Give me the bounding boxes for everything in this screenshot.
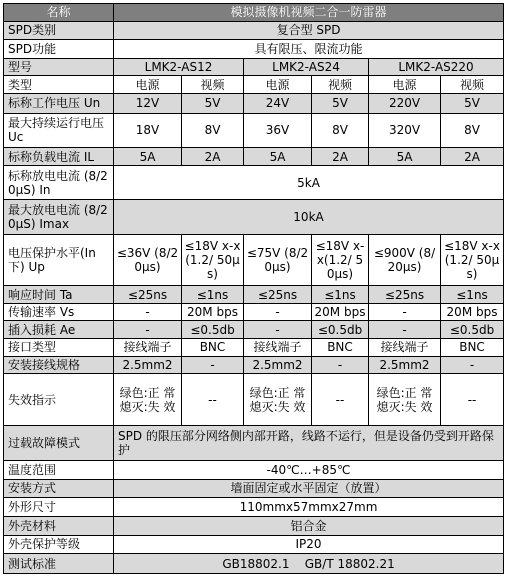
connector-cell: BNC — [312, 339, 369, 357]
rated-voltage-cell: 5V — [441, 93, 504, 113]
model-as12: LMK2-AS12 — [114, 58, 244, 76]
category-cell: 电源 — [369, 76, 441, 94]
ip-rating-label: 外壳保护等级 — [4, 535, 114, 554]
rated-voltage-cell: 12V — [114, 93, 182, 113]
row-failure-indicator — [4, 374, 504, 426]
insertion-loss-cell: - — [369, 321, 441, 339]
row-protection-level — [4, 234, 504, 286]
spd-type-value: 复合型 SPD — [114, 21, 504, 40]
connector-cell: 接线端子 — [369, 339, 441, 357]
row-temperature — [4, 461, 504, 480]
failure-indicator-cell: -- — [441, 374, 504, 426]
rated-current-cell: 5A — [244, 147, 312, 166]
installation-value: 墙面固定或水平固定（放置） — [114, 479, 504, 498]
response-time-cell: ≤1ns — [312, 286, 369, 304]
row-standard — [4, 554, 504, 574]
transmission-rate-cell: 20M bps — [182, 303, 244, 321]
max-voltage-cell: 320V — [369, 113, 441, 147]
failure-indicator-label: 失效指示 — [4, 374, 114, 426]
standard-label: 测试标准 — [4, 554, 114, 574]
rated-current-cell: 2A — [441, 147, 504, 166]
response-time-cell: ≤1ns — [182, 286, 244, 304]
insertion-loss-cell: ≤0.5db — [182, 321, 244, 339]
max-voltage-cell: 8V — [182, 113, 244, 147]
insertion-loss-cell: - — [244, 321, 312, 339]
category-cell: 视频 — [312, 76, 369, 94]
wiring-cell: - — [441, 356, 504, 374]
spec-table — [3, 3, 504, 574]
row-max-voltage — [4, 113, 504, 147]
max-voltage-cell: 36V — [244, 113, 312, 147]
transmission-rate-cell: - — [244, 303, 312, 321]
wiring-cell: 2.5mm2 — [114, 356, 182, 374]
max-voltage-label: 最大持续运行电压 Uc — [4, 113, 114, 147]
category-cell: 电源 — [114, 76, 182, 94]
rated-voltage-cell: 220V — [369, 93, 441, 113]
transmission-rate-label: 传输速率 Vs — [4, 303, 114, 321]
rated-current-label: 标称负载电流 IL — [4, 147, 114, 166]
overload-mode-value: SPD 的限压部分网络侧内部开路，线路不运行，但是设备仍受到开路保护 — [114, 425, 504, 460]
protection-level-cell: ≤18V x-x(1.2/ 50μs) — [312, 234, 369, 286]
rated-voltage-cell: 24V — [244, 93, 312, 113]
protection-level-cell: ≤18V x-x(1.2/ 50μs) — [441, 234, 504, 286]
product-name: 模拟摄像机视频二合一防雷器 — [114, 4, 504, 22]
ip-rating-value: IP20 — [114, 535, 504, 554]
row-nominal-discharge — [4, 166, 504, 200]
row-overload-mode — [4, 425, 504, 460]
housing-label: 外壳材料 — [4, 516, 114, 535]
row-spd-type — [4, 21, 504, 40]
row-transmission-rate — [4, 303, 504, 321]
row-name — [4, 4, 504, 22]
standard-value: GB18802.1 GB/T 18802.21 — [114, 554, 504, 574]
housing-value: 铝合金 — [114, 516, 504, 535]
category-cell: 视频 — [182, 76, 244, 94]
transmission-rate-cell: - — [114, 303, 182, 321]
transmission-rate-cell: 20M bps — [312, 303, 369, 321]
response-time-cell: ≤25ns — [244, 286, 312, 304]
temperature-label: 温度范围 — [4, 461, 114, 480]
wiring-cell: - — [312, 356, 369, 374]
row-ip-rating — [4, 535, 504, 554]
wiring-cell: 2.5mm2 — [244, 356, 312, 374]
category-cell: 视频 — [441, 76, 504, 94]
rated-current-cell: 2A — [182, 147, 244, 166]
spd-function-label: SPD功能 — [4, 40, 114, 59]
max-voltage-cell: 8V — [312, 113, 369, 147]
wiring-cell: 2.5mm2 — [369, 356, 441, 374]
model-as220: LMK2-AS220 — [369, 58, 504, 76]
nominal-discharge-label: 标称放电电流 (8/20μS) In — [4, 166, 114, 200]
response-time-label: 响应时间 Ta — [4, 286, 114, 304]
failure-indicator-cell: 绿色:正 常 熄灭:失 效 — [369, 374, 441, 426]
row-rated-voltage — [4, 93, 504, 113]
protection-level-cell: ≤75V (8/20μs) — [244, 234, 312, 286]
rated-current-cell: 5A — [369, 147, 441, 166]
protection-level-cell: ≤18V x-x(1.2/ 50μs) — [182, 234, 244, 286]
failure-indicator-cell: 绿色:正 常 熄灭:失 效 — [244, 374, 312, 426]
category-label: 类型 — [4, 76, 114, 94]
spd-function-value: 具有限压、限流功能 — [114, 40, 504, 59]
max-voltage-cell: 8V — [441, 113, 504, 147]
wiring-label: 安装接线规格 — [4, 356, 114, 374]
failure-indicator-cell: 绿色:正 常 熄灭:失 效 — [114, 374, 182, 426]
insertion-loss-label: 插入损耗 Ae — [4, 321, 114, 339]
transmission-rate-cell: 20M bps — [441, 303, 504, 321]
max-voltage-cell: 18V — [114, 113, 182, 147]
transmission-rate-cell: - — [369, 303, 441, 321]
protection-level-label: 电压保护水平(In 下) Up — [4, 234, 114, 286]
rated-voltage-cell: 5V — [182, 93, 244, 113]
protection-level-cell: ≤36V (8/20μs) — [114, 234, 182, 286]
category-cell: 电源 — [244, 76, 312, 94]
nominal-discharge-value: 5kA — [114, 166, 504, 200]
failure-indicator-cell: -- — [312, 374, 369, 426]
max-discharge-label: 最大放电电流 (8/20μS) Imax — [4, 200, 114, 234]
model-label: 型号 — [4, 58, 114, 76]
insertion-loss-cell: - — [114, 321, 182, 339]
installation-label: 安装方式 — [4, 479, 114, 498]
model-as24: LMK2-AS24 — [244, 58, 369, 76]
wiring-cell: - — [182, 356, 244, 374]
temperature-value: -40℃…+85℃ — [114, 461, 504, 480]
name-label: 名称 — [4, 4, 114, 22]
row-model — [4, 58, 504, 76]
response-time-cell: ≤25ns — [369, 286, 441, 304]
row-connector — [4, 339, 504, 357]
insertion-loss-cell: ≤0.5db — [312, 321, 369, 339]
connector-cell: BNC — [441, 339, 504, 357]
response-time-cell: ≤25ns — [114, 286, 182, 304]
rated-voltage-label: 标称工作电压 Un — [4, 93, 114, 113]
protection-level-cell: ≤900V (8/20μs) — [369, 234, 441, 286]
row-category — [4, 76, 504, 94]
row-spd-function — [4, 40, 504, 59]
connector-cell: 接线端子 — [114, 339, 182, 357]
overload-mode-label: 过载故障模式 — [4, 425, 114, 460]
row-insertion-loss — [4, 321, 504, 339]
dimensions-value: 110mmx57mmx27mm — [114, 498, 504, 517]
response-time-cell: ≤1ns — [441, 286, 504, 304]
connector-cell: 接线端子 — [244, 339, 312, 357]
row-max-discharge — [4, 200, 504, 234]
connector-label: 接口类型 — [4, 339, 114, 357]
rated-voltage-cell: 5V — [312, 93, 369, 113]
failure-indicator-cell: -- — [182, 374, 244, 426]
connector-cell: BNC — [182, 339, 244, 357]
dimensions-label: 外形尺寸 — [4, 498, 114, 517]
max-discharge-value: 10kA — [114, 200, 504, 234]
insertion-loss-cell: ≤0.5db — [441, 321, 504, 339]
row-wiring — [4, 356, 504, 374]
spd-type-label: SPD类别 — [4, 21, 114, 40]
rated-current-cell: 2A — [312, 147, 369, 166]
rated-current-cell: 5A — [114, 147, 182, 166]
row-installation — [4, 479, 504, 498]
row-dimensions — [4, 498, 504, 517]
row-response-time — [4, 286, 504, 304]
row-rated-current — [4, 147, 504, 166]
row-housing — [4, 516, 504, 535]
